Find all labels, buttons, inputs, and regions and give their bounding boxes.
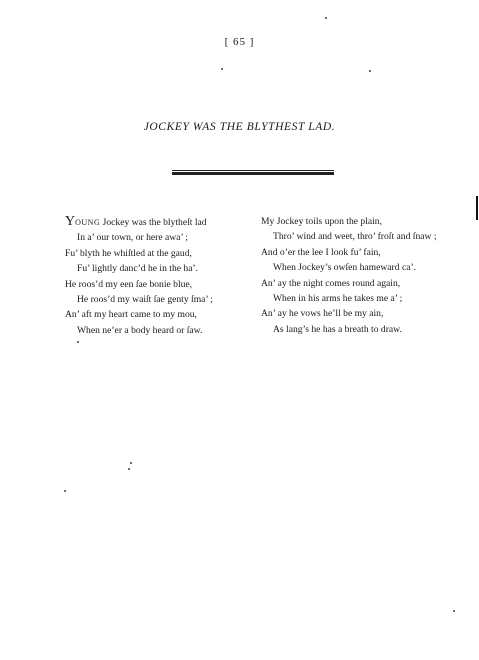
verse-line: In a’ our town, or here awa’ ; [77,232,188,244]
stanza-left [65,214,213,338]
verse-line: An’ aft my heart came to my mou, [65,309,197,321]
initial-small-caps: OUNG [75,218,101,227]
page-edge-mark [476,196,478,220]
paper-speck [130,462,132,464]
poem-title: JOCKEY WAS THE BLYTHEST LAD. [143,121,336,133]
paper-speck [221,68,223,70]
verse-line: An’ ay the night comes round again, [261,277,401,289]
verse-line: Thro’ wind and weet, thro’ froſt and ſnaw ; [273,231,437,243]
verse-line: When Jockey’s owſen hameward ca’. [273,262,417,274]
paper-speck [128,468,130,470]
stanza-right [261,214,437,337]
paper-speck [369,70,371,72]
verse-line: As lang’s he has a breath to draw. [273,323,402,335]
paper-speck [453,610,455,612]
paper-speck [325,17,327,19]
initial-letter: Y [65,214,76,229]
verse-line: And o’er the lee I look fu’ fain, [261,246,381,258]
verse-line: An’ ay he vows he’ll be my ain, [261,308,384,320]
first-line-rest: Jockey was the blytheſt lad [100,217,207,228]
title-ornament-rule [172,170,334,176]
verse-line [65,214,213,230]
paper-speck [64,490,66,492]
verse-line: He roos’d my waiſt ſae genty ſma’ ; [77,294,213,306]
paper-speck [77,341,79,343]
verse-line: Fu’ lightly danc’d he in the ha’. [77,263,199,275]
ornament-thick-line [172,172,334,175]
page-number: [ 65 ] [224,36,255,48]
verse-line: Fu’ blyth he whiſtled at the gaud, [65,247,192,259]
verse-line: My Jockey toils upon the plain, [261,216,382,227]
verse-line: When in his arms he takes me a’ ; [273,293,403,305]
verse-line: He roos’d my een ſae bonie blue, [65,278,193,290]
ornament-thin-line [172,170,334,171]
verse-line: When ne’er a body heard or ſaw. [77,324,203,336]
